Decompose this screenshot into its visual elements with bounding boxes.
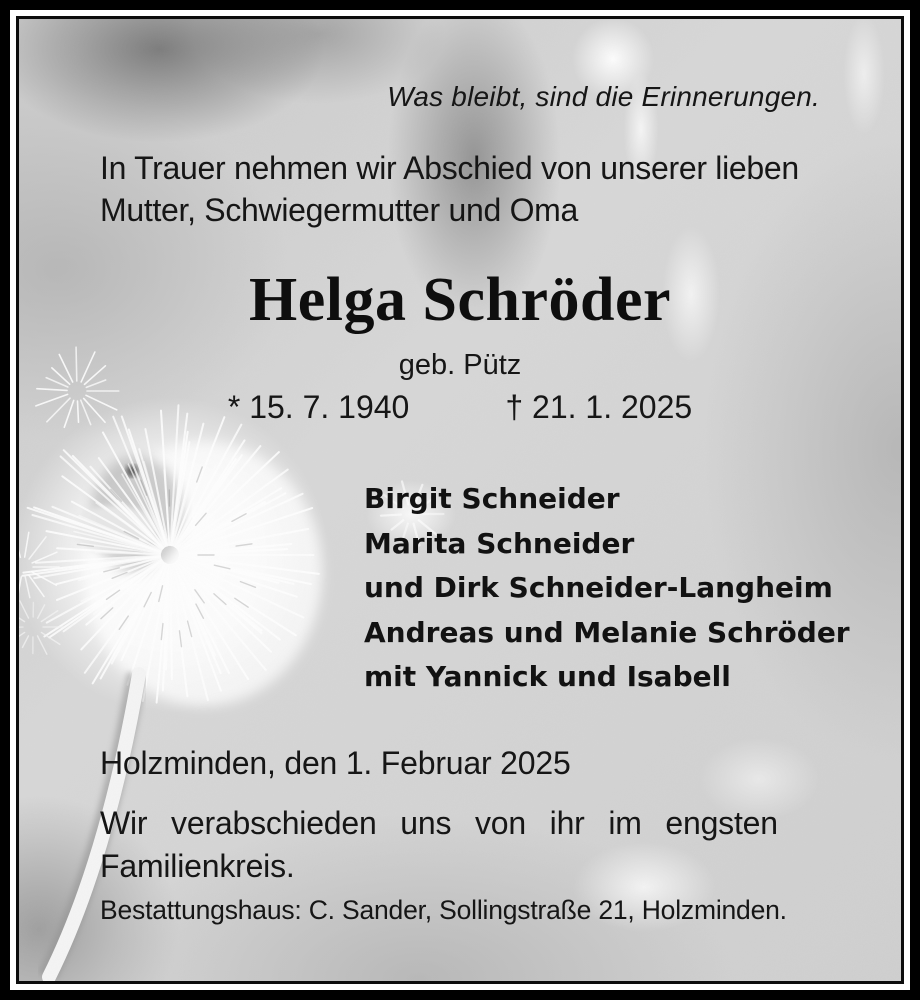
maiden-name: geb. Pütz (398, 349, 522, 381)
place-and-date: Holzminden, den 1. Februar 2025 (100, 745, 571, 781)
birth-date: * 15. 7. 1940 (227, 389, 410, 425)
mourner-line: Marita Schneider (364, 526, 635, 560)
farewell-paragraph (100, 802, 823, 888)
farewell-line-1: Wir verabschieden uns von ihr im engsten (100, 805, 778, 841)
mourner-line: mit Yannick und Isabell (364, 660, 731, 693)
mourner-line: und Dirk Schneider-Langheim (364, 571, 833, 604)
intro-line-2: Mutter, Schwiegermutter und Oma (100, 192, 579, 228)
farewell-line-2: Familienkreis. (100, 848, 295, 884)
deceased-name: Helga Schröder (249, 266, 671, 334)
funeral-home-info: Bestattungshaus: C. Sander, Sollingstraße 21, Holzminden. (100, 895, 787, 925)
intro-line-1: In Trauer nehmen wir Abschied von unserer lieben (100, 150, 799, 186)
intro-paragraph (100, 147, 823, 231)
memorial-photo-background (16, 16, 904, 984)
death-date: † 21. 1. 2025 (505, 389, 693, 425)
mourner-line: Birgit Schneider (364, 482, 620, 515)
life-dates (19, 389, 901, 426)
mourner-line: Andreas und Melanie Schröder (364, 615, 850, 649)
frame-white-mat (10, 10, 910, 990)
epigraph-quote: Was bleibt, sind die Erinnerungen. (387, 81, 820, 112)
mourners-list (364, 477, 850, 700)
